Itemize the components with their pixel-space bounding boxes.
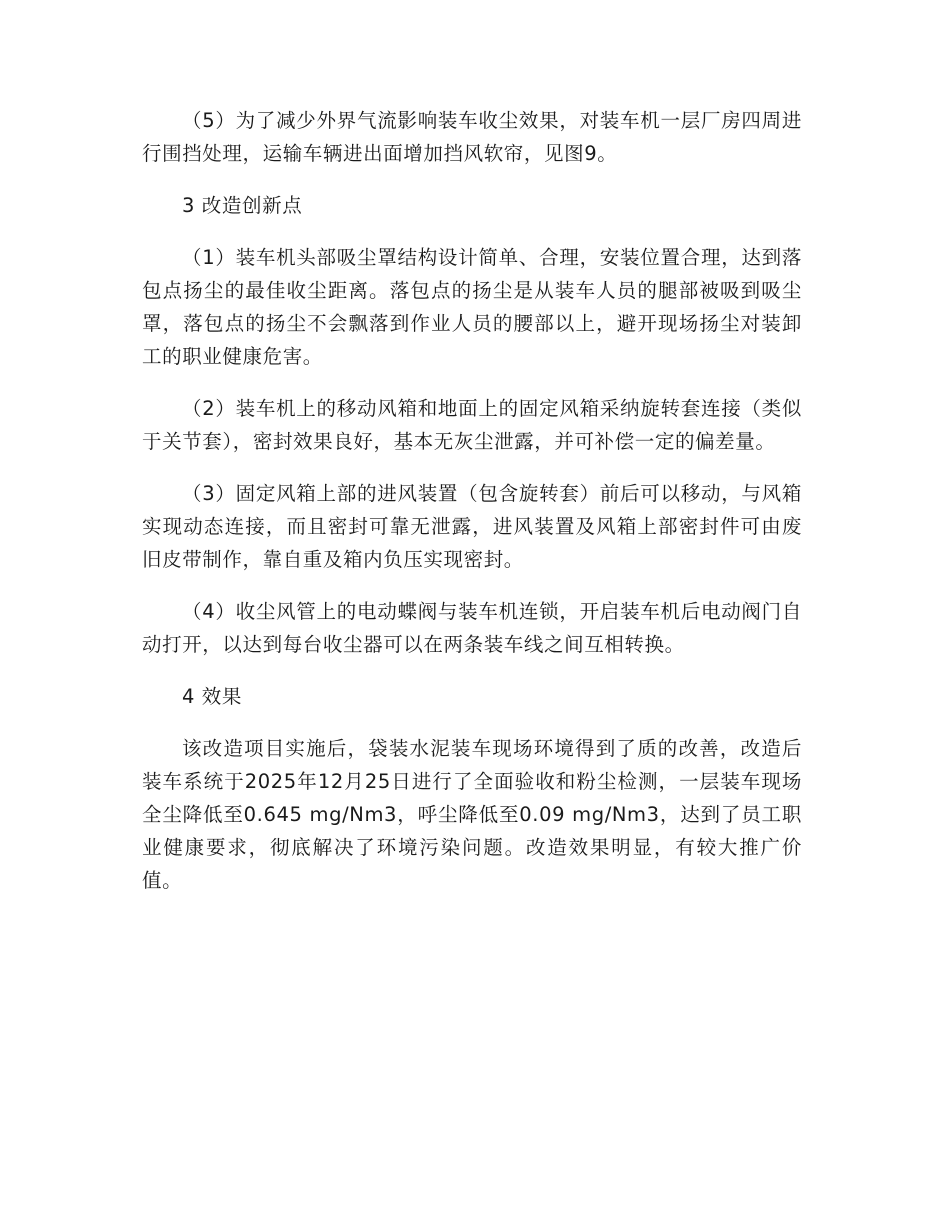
- section-heading-3: 3 改造创新点: [182, 194, 303, 217]
- paragraph-innovation-2: （2）装车机上的移动风箱和地面上的固定风箱采纳旋转套连接（类似于关节套），密封效果良好，基本无灰尘泄露，并可补偿一定的偏差量。: [142, 397, 802, 453]
- paragraph-innovation-1: （1）装车机头部吸尘罩结构设计简单、合理，安装位置合理，达到落包点扬尘的最佳收尘距离。落包点的扬尘是从装车人员的腿部被吸到吸尘罩，落包点的扬尘不会飘落到作业人员的腰部以上，避开现场扬尘对装卸工的职业健康危害。: [142, 246, 802, 368]
- paragraph-effect: 该改造项目实施后，袋装水泥装车现场环境得到了质的改善，改造后装车系统于2025年12月25日进行了全面验收和粉尘检测，一层装车现场全尘降低至0.645 mg/Nm3，呼尘降低至0.09 mg/Nm3，达到了员工职业健康要求，彻底解决了环境污染问题。改造效果明显，有较大推广价值。: [142, 737, 802, 892]
- document-body: [142, 104, 802, 897]
- paragraph-innovation-3: （3）固定风箱上部的进风装置（包含旋转套）前后可以移动，与风箱实现动态连接，而且密封可靠无泄露，进风装置及风箱上部密封件可由废旧皮带制作，靠自重及箱内负压实现密封。: [142, 482, 802, 571]
- paragraph-innovation-4: （4）收尘风管上的电动蝶阀与装车机连锁，开启装车机后电动阀门自动打开，以达到每台收尘器可以在两条装车线之间互相转换。: [142, 600, 802, 656]
- section-heading-4: 4 效果: [182, 685, 243, 708]
- paragraph-item-5: （5）为了减少外界气流影响装车收尘效果，对装车机一层厂房四周进行围挡处理，运输车辆进出面增加挡风软帘，见图9。: [142, 109, 802, 165]
